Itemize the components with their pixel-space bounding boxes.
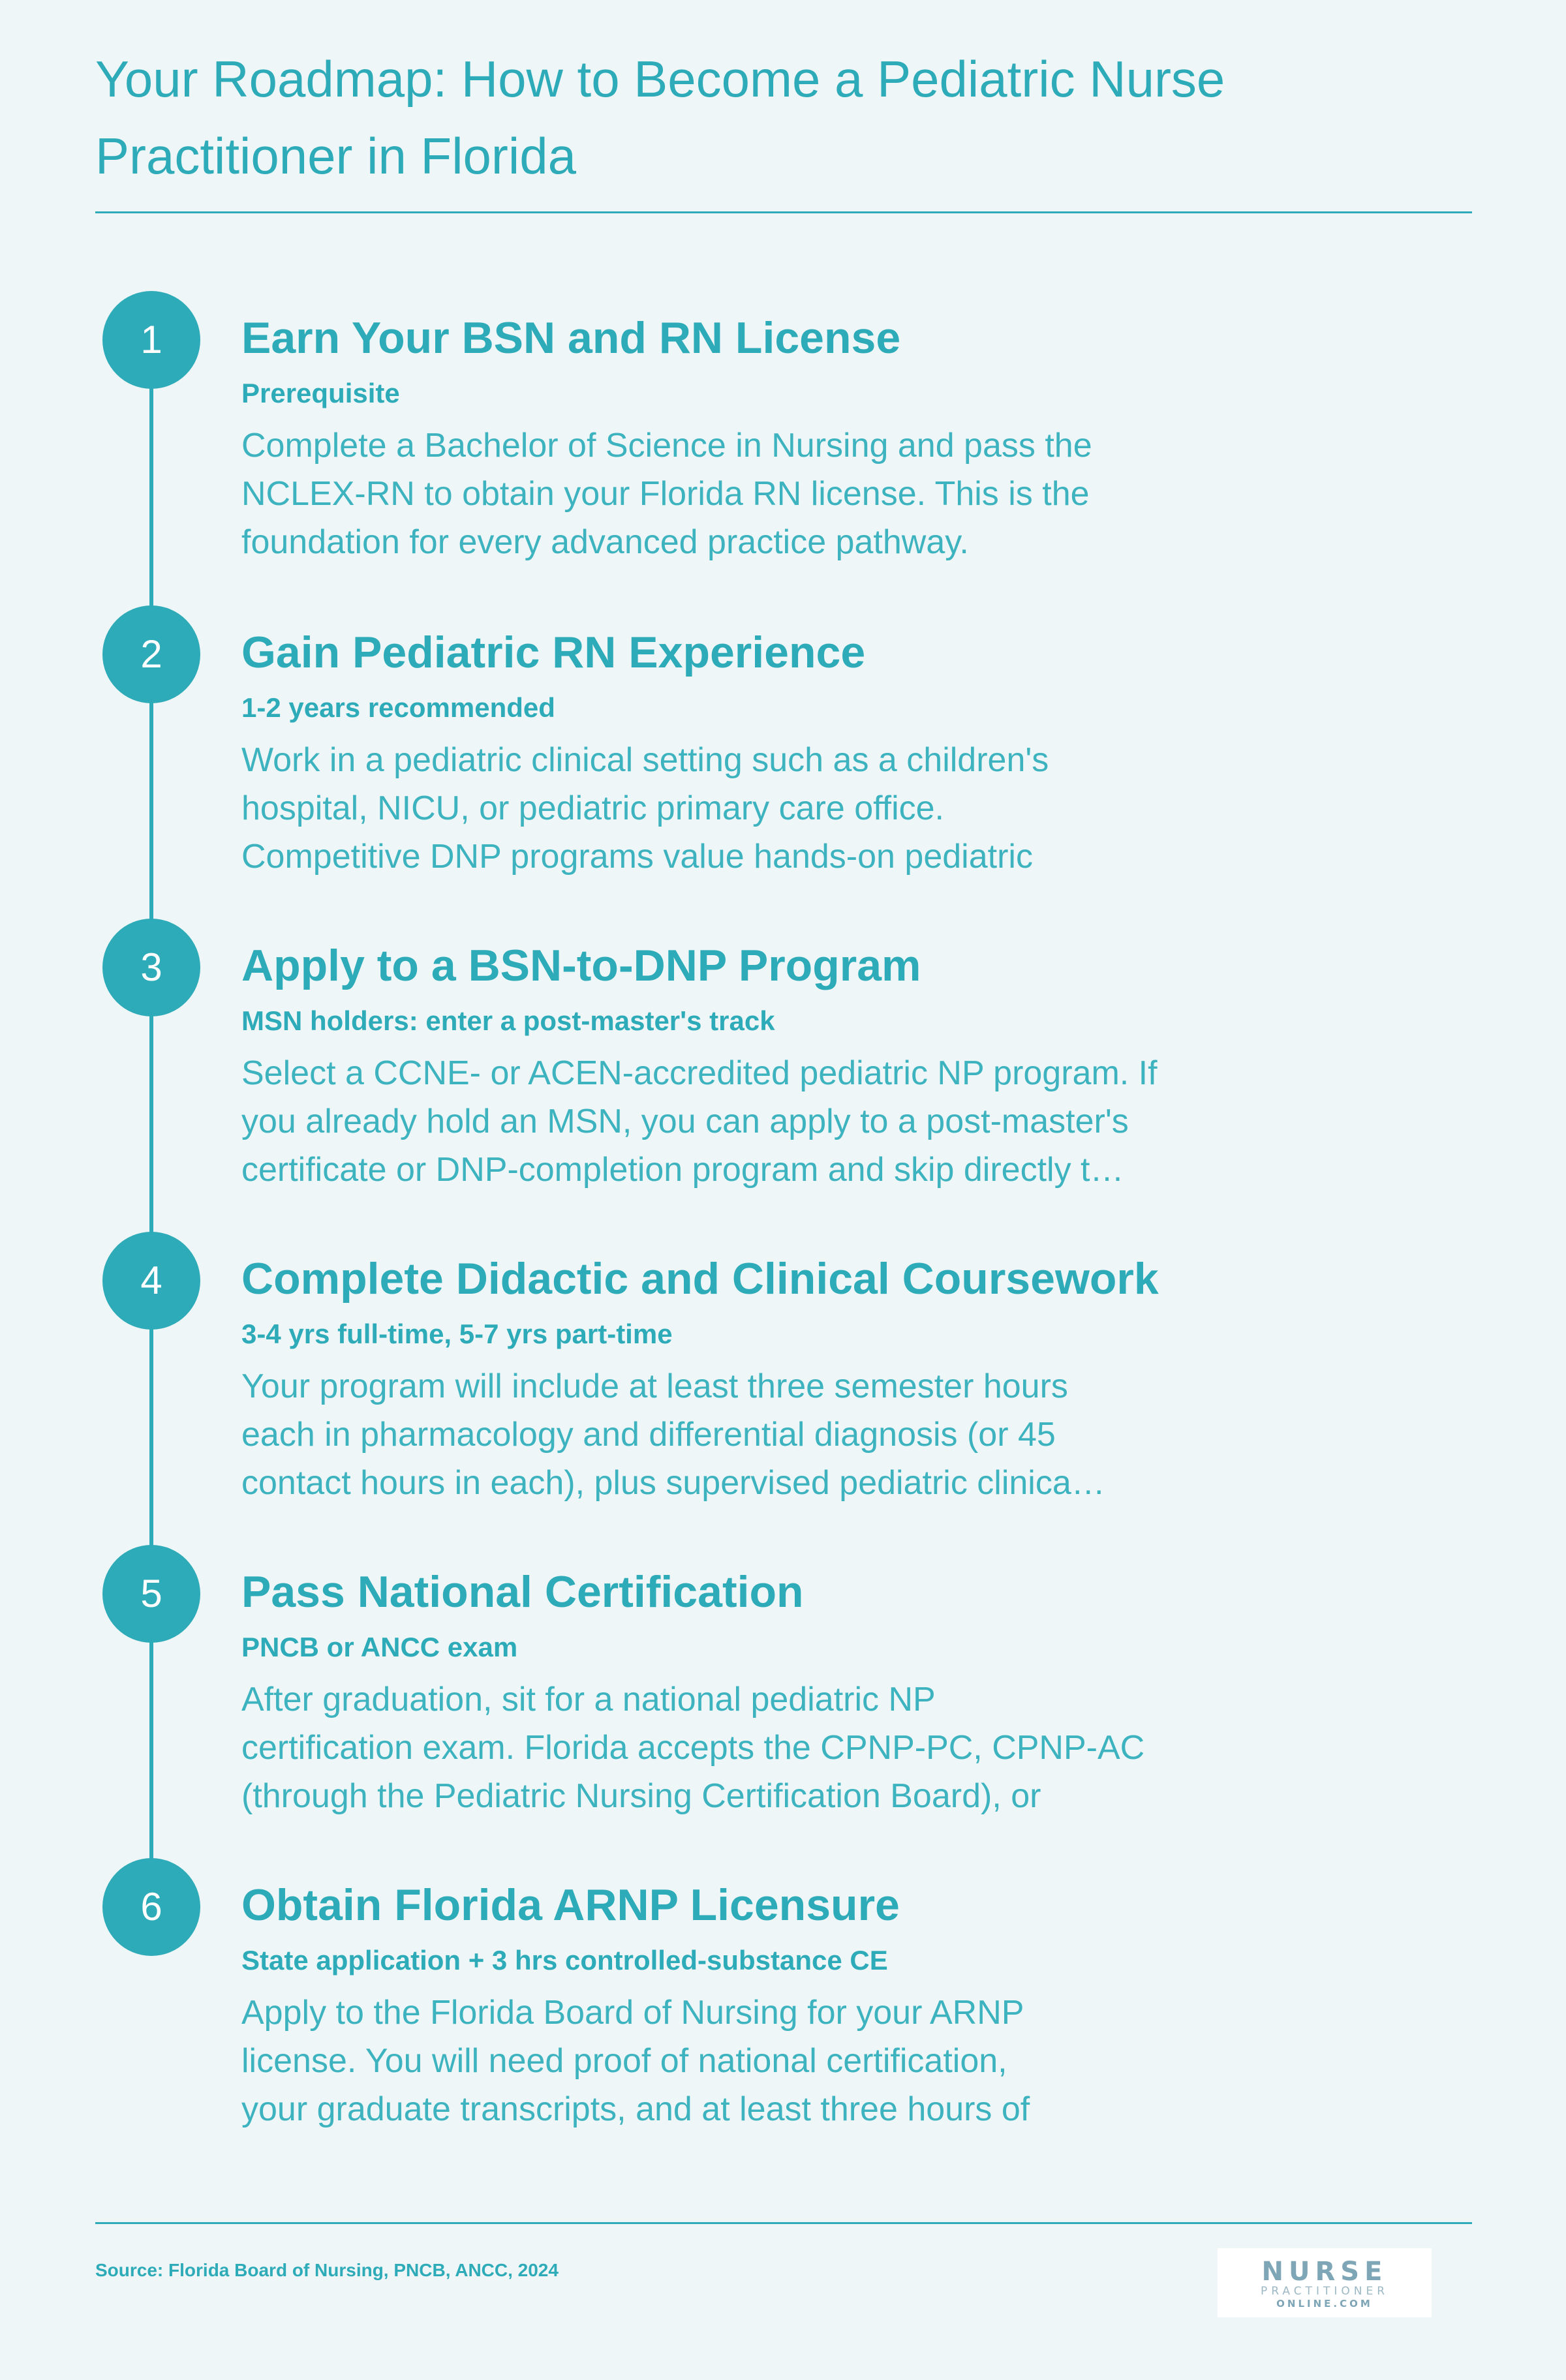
step-title: Obtain Florida ARNP Licensure xyxy=(241,1880,900,1930)
logo-wordmark: NURSE xyxy=(1261,2257,1388,2287)
step-description-line: license. You will need proof of national certification, xyxy=(241,2042,1007,2080)
step-subtitle: 1-2 years recommended xyxy=(241,692,555,723)
step-description-line: foundation for every advanced practice pathway. xyxy=(241,523,969,561)
step-title: Complete Didactic and Clinical Coursework xyxy=(241,1254,1159,1304)
title-divider xyxy=(95,211,1472,213)
step-subtitle: State application + 3 hrs controlled-substance CE xyxy=(241,1945,888,1976)
step-description-line: Complete a Bachelor of Science in Nursing and pass the xyxy=(241,427,1092,465)
step-title: Pass National Certification xyxy=(241,1567,804,1617)
step-number-badge: 3 xyxy=(102,919,200,1016)
step-description xyxy=(241,1049,1259,1194)
step-description-line: certification exam. Florida accepts the CPNP-PC, CPNP-AC xyxy=(241,1729,1145,1767)
step-description-line: contact hours in each), plus supervised pediatric clinica… xyxy=(241,1464,1105,1502)
step-description-line: Apply to the Florida Board of Nursing for your ARNP xyxy=(241,1994,1024,2032)
step-description-line: Competitive DNP programs value hands-on pediatric xyxy=(241,838,1033,876)
timeline-connector xyxy=(149,326,153,1925)
step-description-line: NCLEX-RN to obtain your Florida RN license. This is the xyxy=(241,475,1090,513)
step-subtitle: 3-4 yrs full-time, 5-7 yrs part-time xyxy=(241,1319,673,1349)
step-description-line: After graduation, sit for a national pediatric NP xyxy=(241,1681,936,1718)
step-description xyxy=(241,736,1259,881)
step-description-line: Work in a pediatric clinical setting such as a children's xyxy=(241,741,1049,779)
step-description-line: you already hold an MSN, you can apply to a post-master's xyxy=(241,1103,1129,1140)
footer-divider xyxy=(95,2222,1472,2224)
step-description xyxy=(241,1362,1259,1507)
step-description xyxy=(241,1989,1259,2133)
step-number-badge: 6 xyxy=(102,1858,200,1956)
step-number-badge: 1 xyxy=(102,291,200,389)
step-number-badge: 2 xyxy=(102,605,200,703)
step-description-line: your graduate transcripts, and at least three hours of xyxy=(241,2090,1030,2128)
step-description-line: certificate or DNP-completion program and skip directly t… xyxy=(241,1151,1124,1189)
step-number-badge: 4 xyxy=(102,1232,200,1330)
step-subtitle: Prerequisite xyxy=(241,378,400,408)
step-description-line: (through the Pediatric Nursing Certification Board), or xyxy=(241,1777,1041,1815)
step-description-line: each in pharmacology and differential diagnosis (or 45 xyxy=(241,1416,1056,1454)
step-number-badge: 5 xyxy=(102,1545,200,1643)
step-description xyxy=(241,1675,1259,1820)
step-description-line: Select a CCNE- or ACEN-accredited pediatric NP program. If xyxy=(241,1054,1158,1092)
step-description-line: hospital, NICU, or pediatric primary care office. xyxy=(241,789,944,827)
source-citation: Source: Florida Board of Nursing, PNCB, ANCC, 2024 xyxy=(95,2260,559,2280)
step-title: Apply to a BSN-to-DNP Program xyxy=(241,941,921,990)
step-subtitle: PNCB or ANCC exam xyxy=(241,1632,518,1662)
page-title: Your Roadmap: How to Become a Pediatric Nurse Practitioner in Florida xyxy=(95,50,1225,185)
step-description-line: Your program will include at least three semester hours xyxy=(241,1367,1068,1405)
nurse-practitioner-online-logo xyxy=(1218,2248,1432,2317)
logo-subtext: PRACTITIONER xyxy=(1260,2285,1389,2298)
step-description xyxy=(241,421,1259,566)
step-subtitle: MSN holders: enter a post-master's track xyxy=(241,1005,775,1036)
step-title: Gain Pediatric RN Experience xyxy=(241,628,866,677)
step-title: Earn Your BSN and RN License xyxy=(241,313,901,363)
logo-domain: ONLINE.COM xyxy=(1276,2298,1373,2310)
